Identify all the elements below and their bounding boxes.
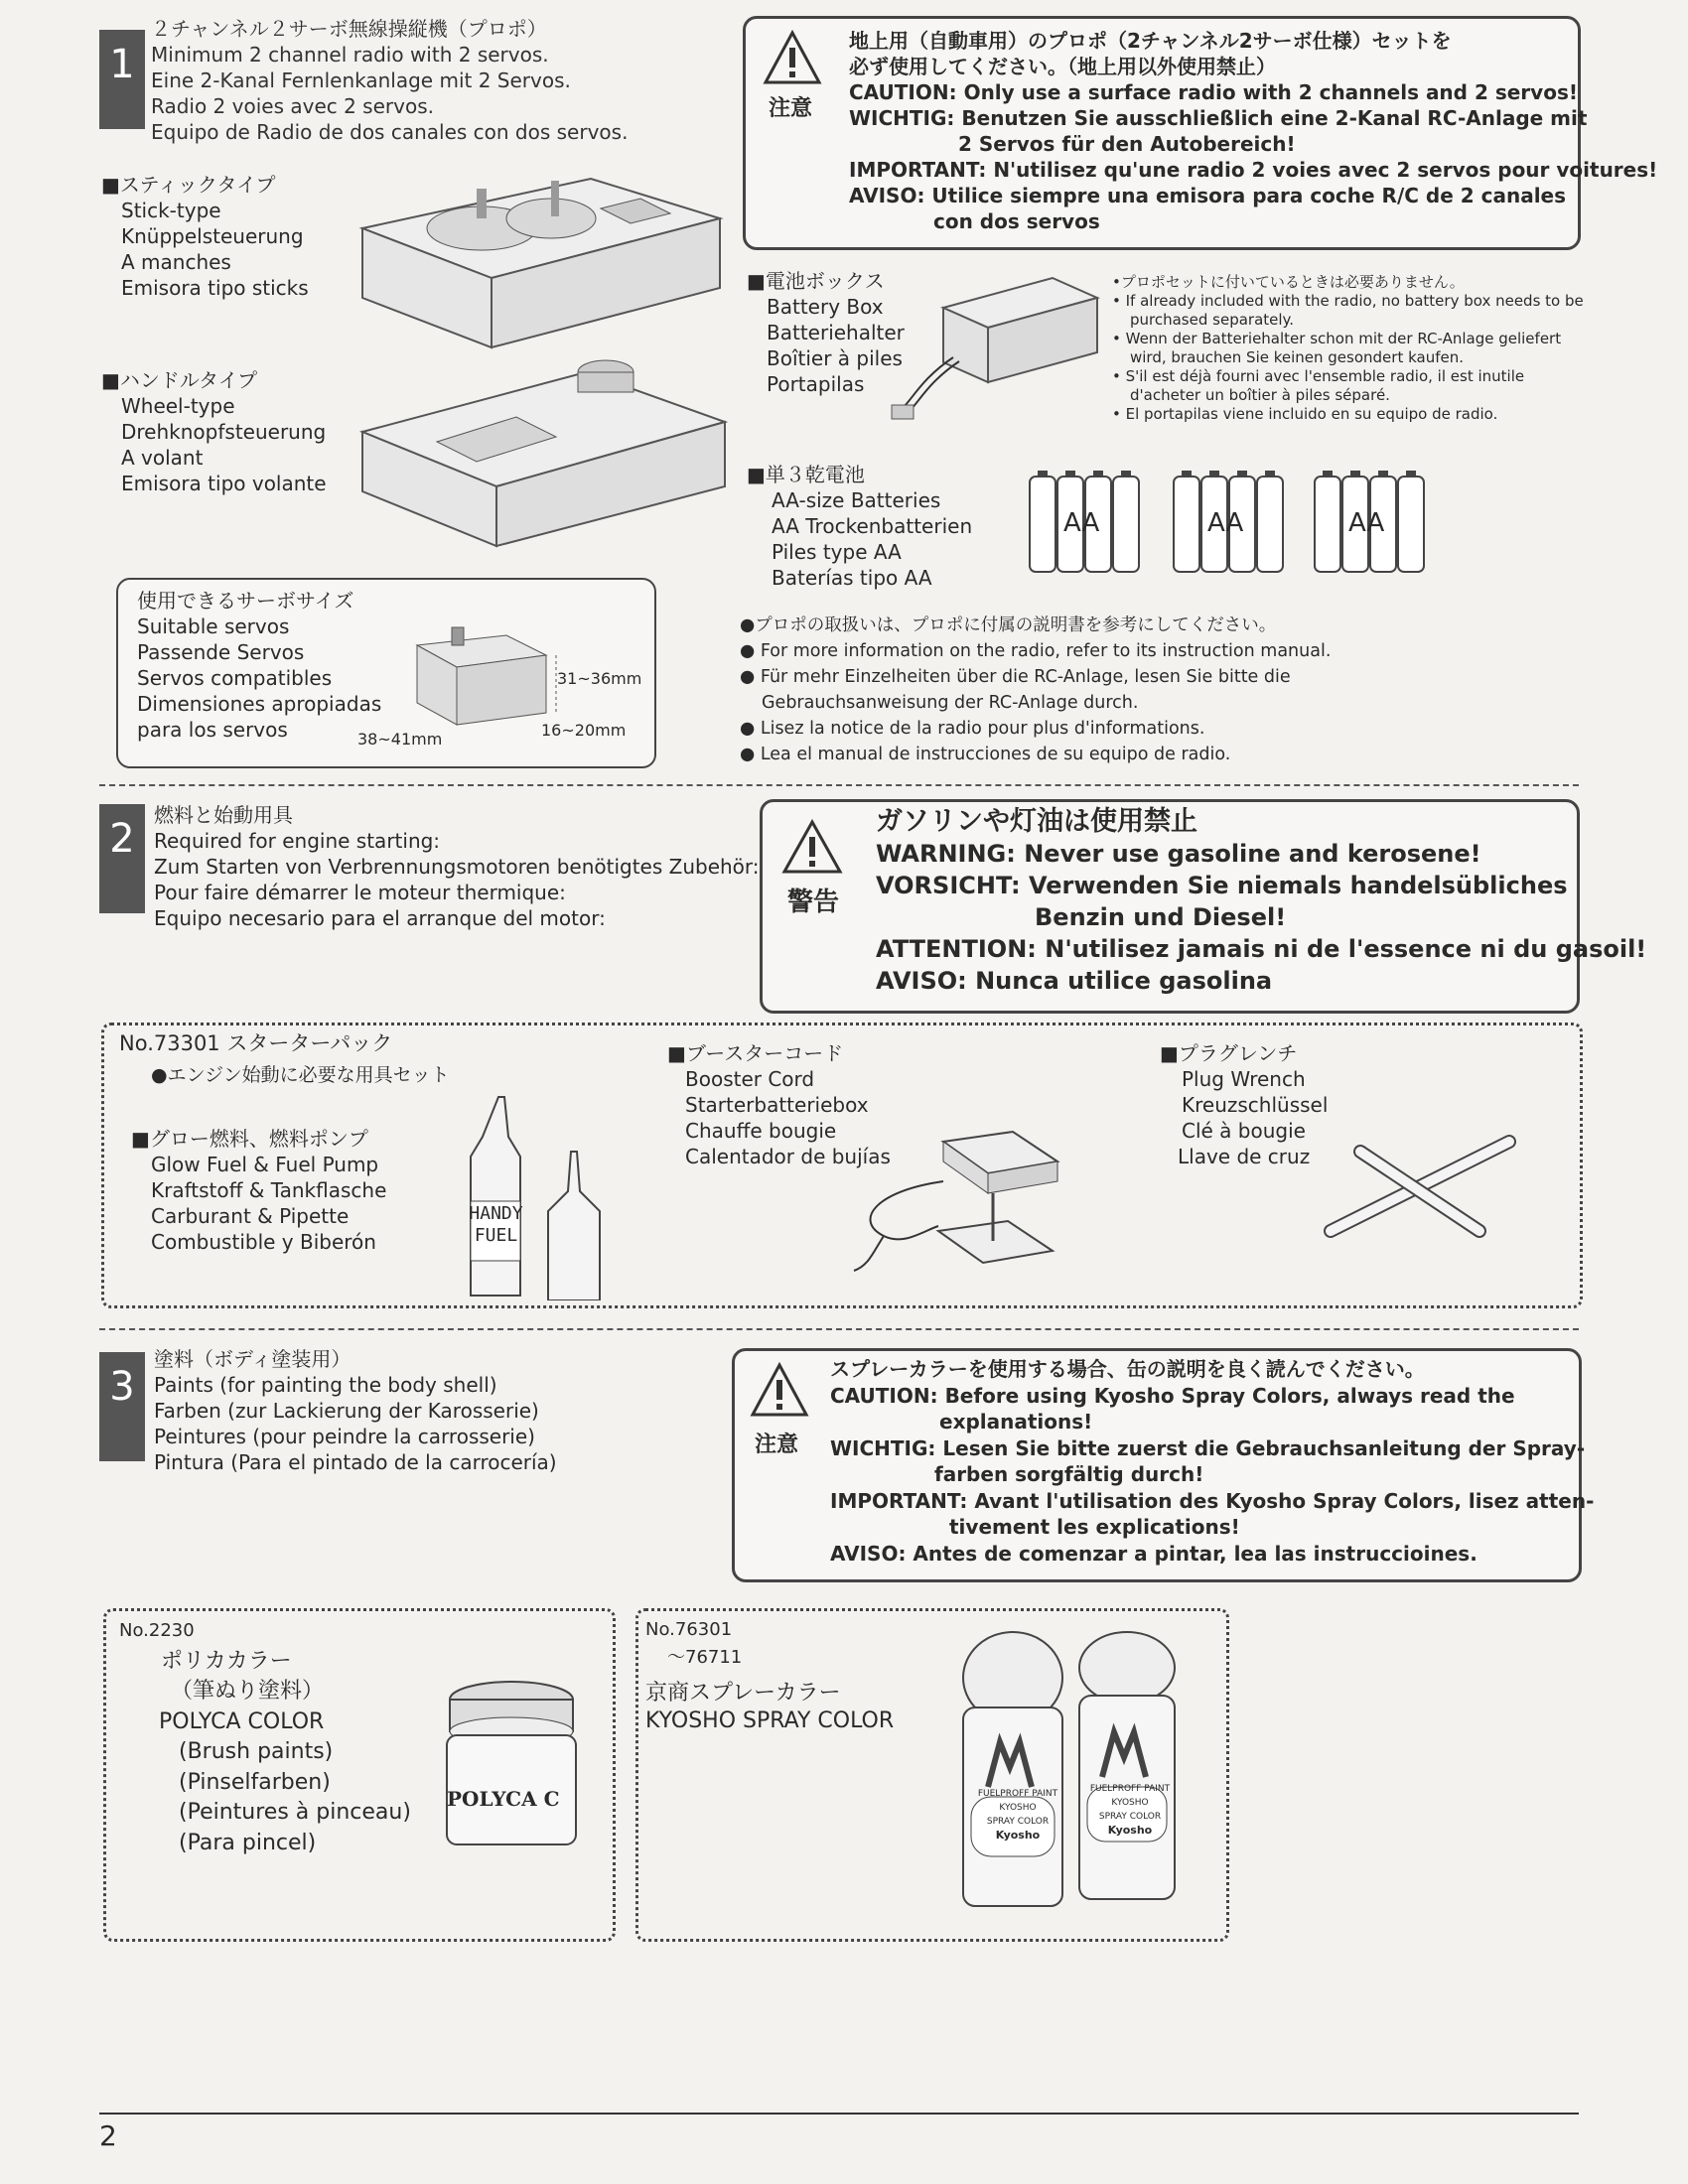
spray-cans-illustration	[953, 1628, 1192, 1916]
spray-can-text-left: FUELPROFF PAINT KYOSHO SPRAY COLOR Kyosho	[977, 1789, 1058, 1842]
battery-box-notes: •プロポセットに付いているときは必要ありません。 • If already included with the radio, no battery box needs to be purchased separately. • Wenn der Batteriehalter schon mit der RC-Anlage geliefert wird, brauchen Sie keinen gesondert kaufen. • S'il est déjà fourni avec l'ensemble radio, il est inutile d'acheter un boîtier à piles séparé. • El portapilas viene incluido en su equipo de radio.	[1112, 273, 1584, 423]
polyca-jar-text: POLYCA C	[447, 1787, 560, 1811]
warning-triangle-icon	[781, 819, 843, 875]
caution-label: 注意	[755, 1433, 799, 1457]
footer-rule	[99, 2113, 1579, 2115]
polyca-color-label: No.2230 ポリカカラー （筆ぬり塗料） POLYCA COLOR (Brush paints) (Pinselfarben) (Peintures à pinceau) (Para pincel)	[119, 1620, 411, 1855]
servo-height-dim: 31~36mm	[557, 669, 642, 688]
caution-text: 地上用（自動車用）のプロポ（2チャンネル2サーボ仕様）セットを 必ず使用してください。（地上用以外使用禁止） CAUTION: Only use a surface radio with 2 channels and 2 servos! WICHTIG: Benutzen Sie ausschließlich eine 2-Kanal RC-Anlage mit 2 Servos für den Autobereich! IMPORTANT: N'utilisez qu'une radio 2 voies avec 2 servos pour voitures! AVISO: Utilice siempre una emisora para coche R/C de 2 canales con dos servos	[849, 29, 1658, 233]
spray-color-label: No.76301 ～76711 京商スプレーカラー KYOSHO SPRAY COLOR	[645, 1619, 895, 1733]
section-divider	[99, 1328, 1579, 1330]
aa-batteries-label: ■単３乾電池 AA-size Batteries AA Trockenbatterien Piles type AA Baterías tipo AA	[747, 463, 973, 590]
servo-width-dim: 38~41mm	[357, 730, 443, 749]
heading-es: Equipo de Radio de dos canales con dos servos.	[151, 120, 629, 144]
aa-label: AA	[1063, 508, 1100, 538]
heading-de: Eine 2-Kanal Fernlenkanlage mit 2 Servos.	[151, 68, 571, 92]
section2-heading: 燃料と始動用具 Required for engine starting: Zum Starten von Verbrennungsmotoren benötigtes Zubehör: Pour faire démarrer le moteur thermique: Equipo necesario para el arranque del motor:	[154, 803, 760, 930]
aa-battery-group-1	[1028, 467, 1142, 576]
battery-box-illustration	[884, 268, 1112, 427]
battery-box-label: ■電池ボックス Battery Box Batteriehalter Boîtier à piles Portapilas	[747, 269, 905, 396]
warning-text: ガソリンや灯油は使用禁止 WARNING: Never use gasoline and kerosene! VORSICHT: Verwenden Sie niemals handelsübliches Benzin und Diesel! ATTENTION: N'utilisez jamais ni de l'essence ni du gasoil! AVISO: Nunca utilice gasolina	[876, 806, 1647, 995]
aa-battery-group-2	[1172, 467, 1286, 576]
stick-type-label: ■スティックタイプ Stick-type Knüppelsteuerung A manches Emisora tipo sticks	[101, 173, 309, 300]
fuel-label: ■グロー燃料、燃料ポンプ Glow Fuel & Fuel Pump Kraftstoff & Tankflasche Carburant & Pipette Combustible y Biberón	[131, 1127, 387, 1254]
spray-can-text-right: FUELPROFF PAINT KYOSHO SPRAY COLOR Kyosho	[1089, 1784, 1171, 1837]
stick-radio-illustration	[352, 169, 730, 357]
plug-wrench-label: ■プラグレンチ Plug Wrench Kreuzschlüssel Clé à bougie Llave de cruz	[1160, 1041, 1329, 1168]
radio-instruction-notes: ●プロポの取扱いは、プロポに付属の説明書を参考にしてください。 ● For more information on the radio, refer to its instruction manual. ● Für mehr Einzelheiten über die RC-Anlage, lesen Sie bitte die Gebrauchsanweisung der RC-Anlage durch. ● Lisez la notice de la radio pour plus d'informations. ● Lea el manual de instrucciones de su equipo de radio.	[740, 615, 1332, 764]
heading-en: Minimum 2 channel radio with 2 servos.	[151, 43, 549, 67]
wheel-type-label: ■ハンドルタイプ Wheel-type Drehknopfsteuerung A volant Emisora tipo volante	[101, 368, 327, 495]
step-number-3: 3	[99, 1352, 145, 1461]
section1-heading	[151, 16, 628, 145]
booster-cord-label: ■ブースターコード Booster Cord Starterbatteriebox Chauffe bougie Calentador de bujías	[667, 1041, 891, 1168]
aa-battery-group-3	[1313, 467, 1427, 576]
heading-jp: ２チャンネル２サーボ無線操縦機（プロポ）	[151, 17, 547, 41]
warning-label: 警告	[787, 887, 840, 917]
servo-illustration	[397, 606, 566, 735]
warning-triangle-icon	[763, 30, 822, 85]
plug-wrench-illustration	[1311, 1122, 1529, 1251]
fuel-bottle-illustration	[457, 1092, 616, 1300]
fuel-bottle-label: HANDY FUEL	[469, 1203, 523, 1246]
booster-cord-illustration	[844, 1122, 1072, 1291]
starter-pack-subtitle: ●エンジン始動に必要な用具セット	[151, 1064, 450, 1086]
aa-label: AA	[1348, 508, 1385, 538]
starter-pack-title: No.73301 スターターパック	[119, 1031, 393, 1055]
servo-depth-dim: 16~20mm	[541, 721, 627, 740]
spray-caution-text: スプレーカラーを使用する場合、缶の説明を良く読んでください。 CAUTION: Before using Kyosho Spray Colors, always read the explanations! WICHTIG: Lesen Sie bitte zuerst die Gebrauchsanleitung der Spray- farben sorgfältig durch! IMPORTANT: Avant l'utilisation des Kyosho Spray Colors, lisez atten- tivement les explications! AVISO: Antes de comenzar a pintar, lea las instruccioines.	[830, 1357, 1595, 1566]
step-number-1: 1	[99, 30, 145, 129]
wheel-radio-illustration	[357, 352, 735, 551]
polyca-jar-illustration	[437, 1678, 586, 1856]
page-number: 2	[99, 2119, 117, 2152]
warning-triangle-icon	[750, 1362, 809, 1418]
suitable-servos-label: 使用できるサーボサイズ Suitable servos Passende Servos Servos compatibles Dimensiones apropiadas para los servos	[137, 589, 382, 742]
section-divider	[99, 784, 1579, 786]
heading-fr: Radio 2 voies avec 2 servos.	[151, 94, 434, 118]
aa-label: AA	[1207, 508, 1244, 538]
caution-label: 注意	[769, 96, 813, 121]
section3-heading: 塗料（ボディ塗装用） Paints (for painting the body shell) Farben (zur Lackierung der Karosserie) Peintures (pour peindre la carrosserie) Pintura (Para el pintado de la carrocería)	[154, 1347, 557, 1474]
step-number-2: 2	[99, 804, 145, 913]
